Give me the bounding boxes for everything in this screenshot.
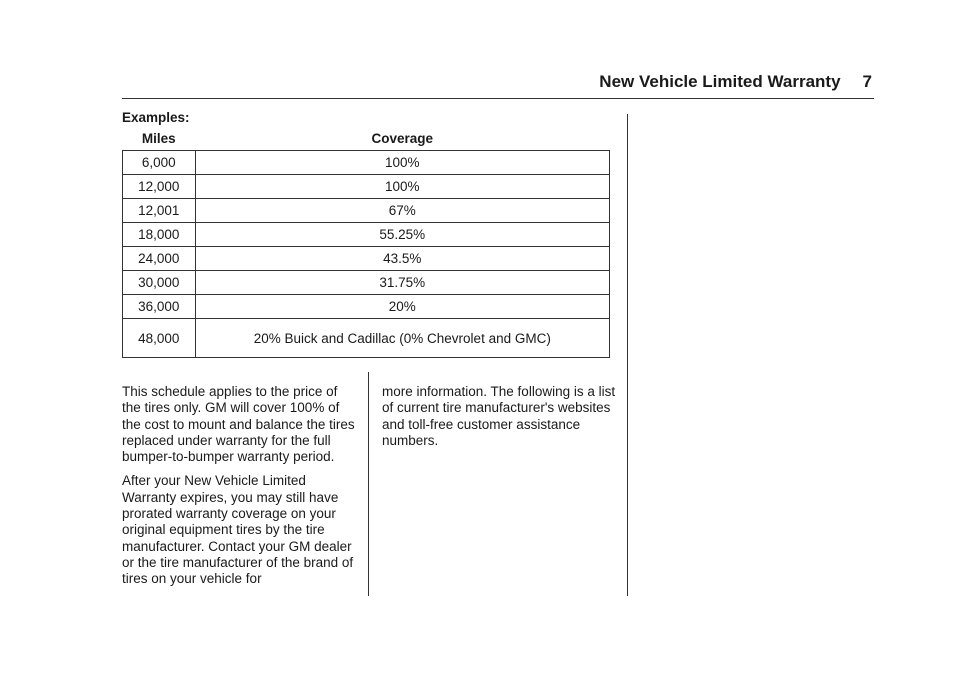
coverage-table xyxy=(122,127,610,358)
coverage-cell: 55.25% xyxy=(195,223,609,247)
column-header-coverage: Coverage xyxy=(195,127,609,151)
examples-label: Examples: xyxy=(122,110,190,125)
miles-cell: 48,000 xyxy=(123,319,196,358)
table-row xyxy=(123,223,610,247)
text-column-divider xyxy=(368,372,369,596)
table-row xyxy=(123,319,610,358)
miles-cell: 12,001 xyxy=(123,199,196,223)
section-title xyxy=(560,72,872,92)
table-row xyxy=(123,175,610,199)
table-row xyxy=(123,271,610,295)
miles-cell: 30,000 xyxy=(123,271,196,295)
coverage-cell: 31.75% xyxy=(195,271,609,295)
column-header-miles: Miles xyxy=(123,127,196,151)
table-header-row xyxy=(123,127,610,151)
coverage-cell: 100% xyxy=(195,151,609,175)
body-paragraph: more information. The following is a list of current tire manufacturer's websites and toll-free customer assistance numbers. xyxy=(382,384,616,448)
miles-cell: 6,000 xyxy=(123,151,196,175)
table-row xyxy=(123,151,610,175)
column-divider xyxy=(627,114,628,596)
miles-cell: 12,000 xyxy=(123,175,196,199)
body-paragraph: After your New Vehicle Limited Warranty expires, you may still have prorated warranty coverage on your original equipment tires by the tire manufacturer. Contact your GM dealer or the tire manufacturer of the brand of tires on your vehicle for xyxy=(122,473,354,587)
miles-cell: 24,000 xyxy=(123,247,196,271)
miles-cell: 36,000 xyxy=(123,295,196,319)
section-title-text: New Vehicle Limited Warranty xyxy=(599,72,841,91)
table-row xyxy=(123,295,610,319)
body-text-left-column xyxy=(122,384,358,596)
body-paragraph: This schedule applies to the price of the tires only. GM will cover 100% of the cost to mount and balance the tires replaced under warranty for the full bumper-to-bumper warranty period. xyxy=(122,384,355,465)
coverage-cell: 100% xyxy=(195,175,609,199)
coverage-cell: 20% xyxy=(195,295,609,319)
table-row xyxy=(123,247,610,271)
body-text-right-column xyxy=(382,384,618,457)
coverage-cell: 67% xyxy=(195,199,609,223)
miles-cell: 18,000 xyxy=(123,223,196,247)
table-row xyxy=(123,199,610,223)
coverage-cell: 20% Buick and Cadillac (0% Chevrolet and GMC) xyxy=(195,319,609,358)
header-rule xyxy=(122,98,874,99)
page-number: 7 xyxy=(862,72,872,91)
coverage-cell: 43.5% xyxy=(195,247,609,271)
